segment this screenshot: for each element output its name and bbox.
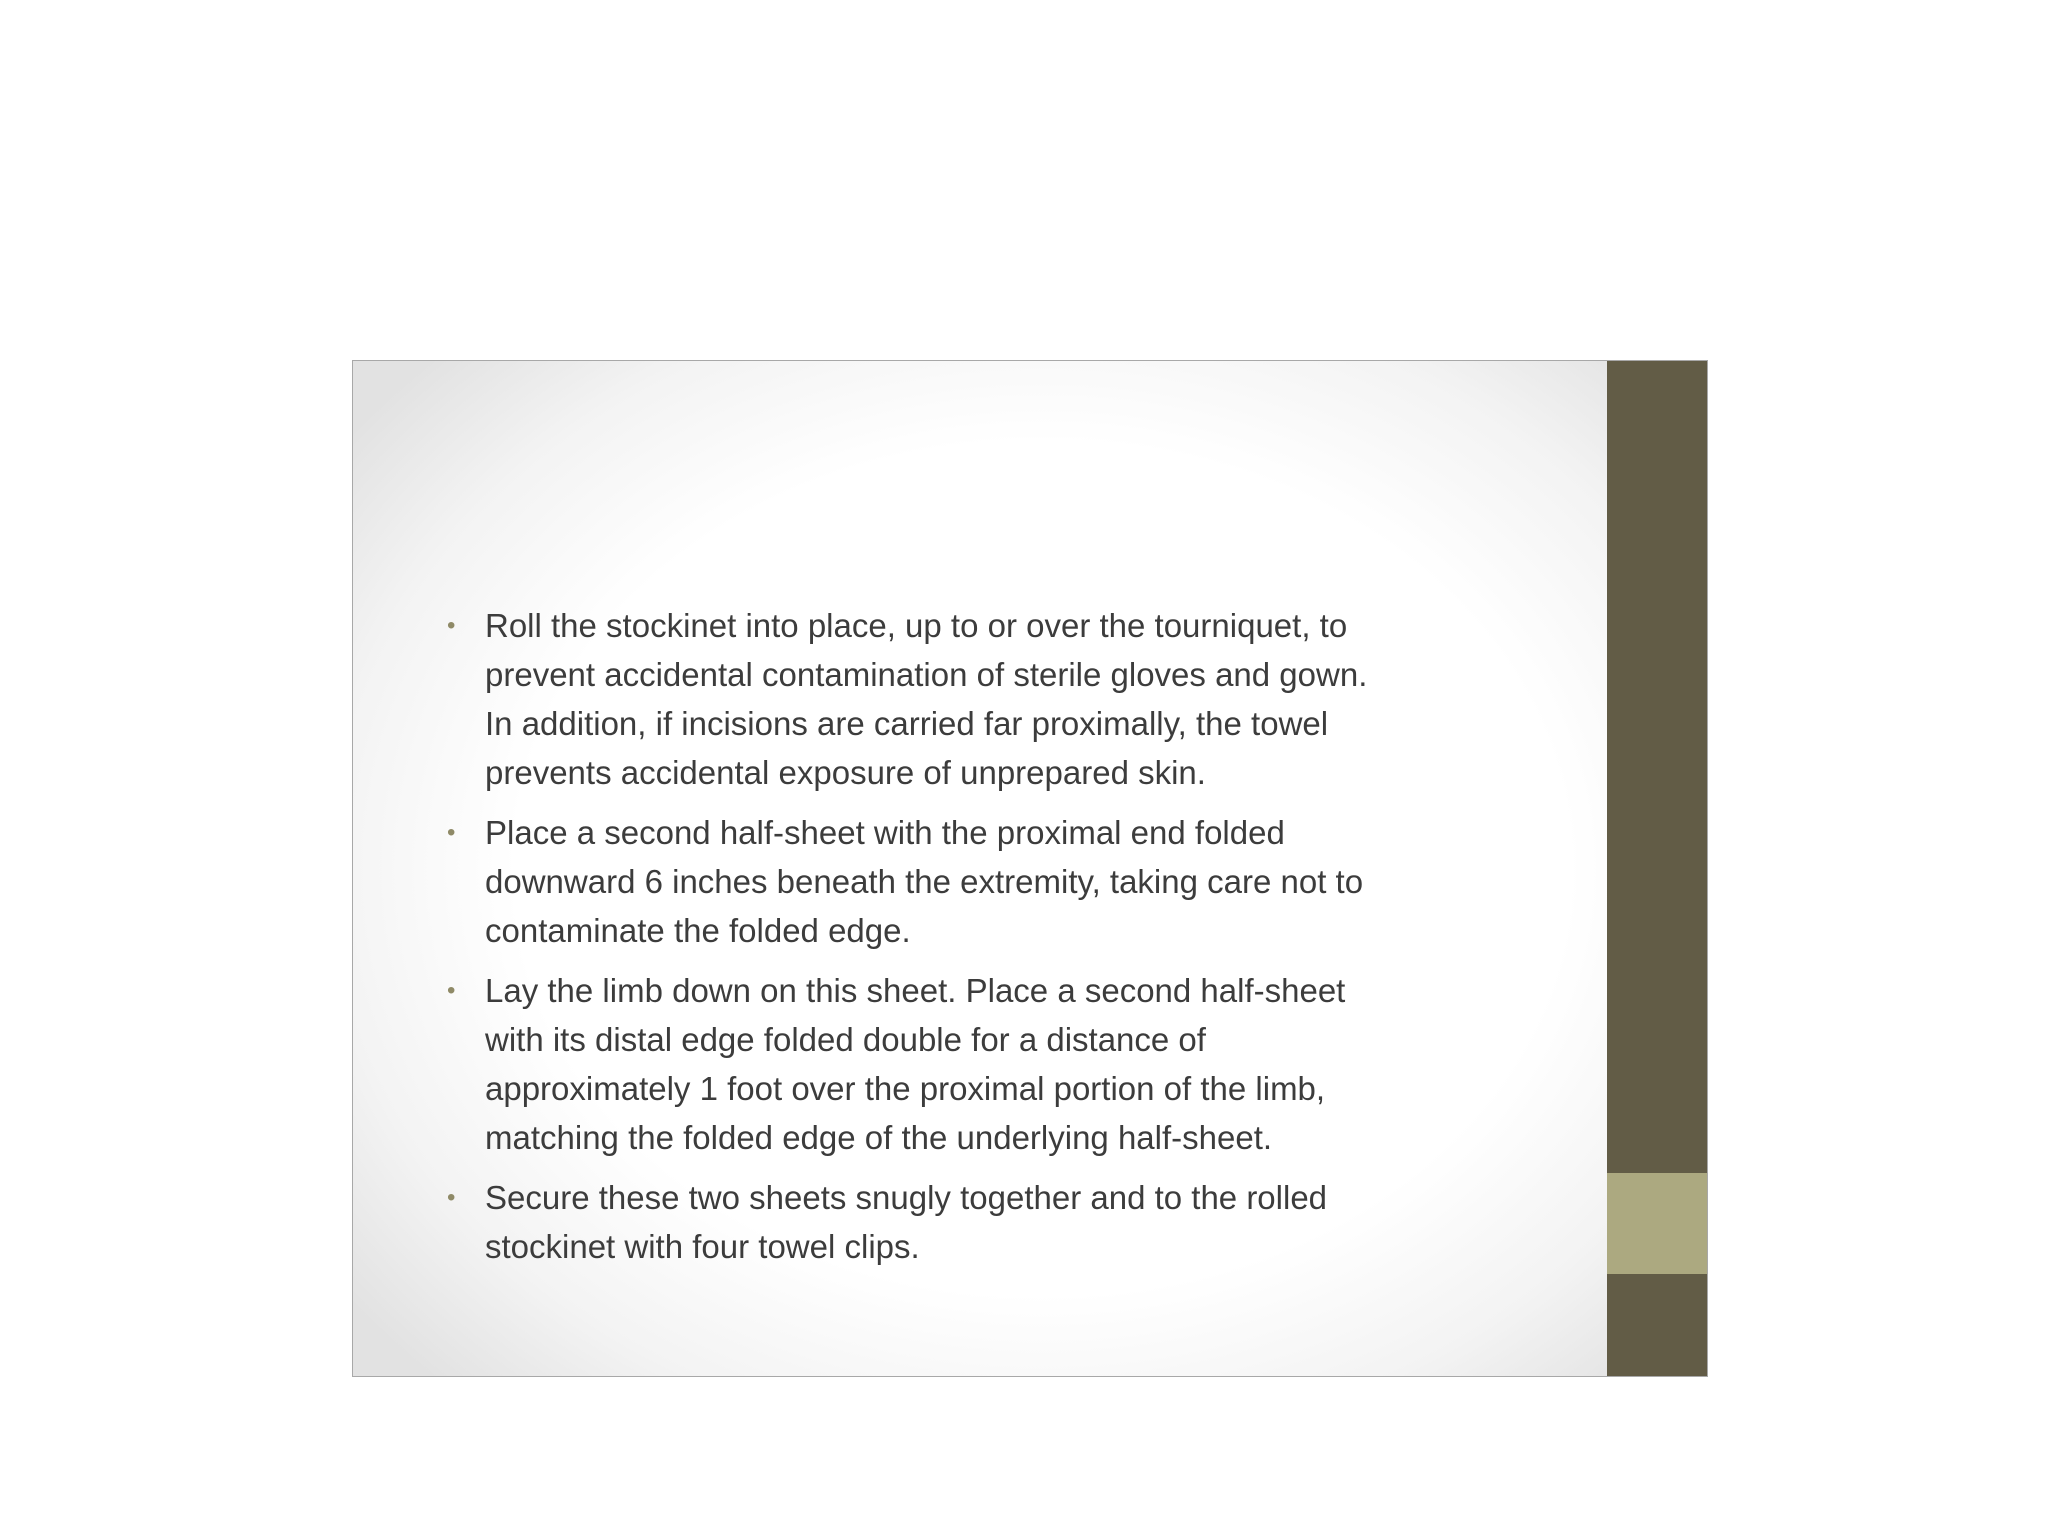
bullet-text: Place a second half-sheet with the proximal end folded downward 6 inches beneath the extremity, taking care not to contaminate the folded edge. [485, 814, 1364, 949]
slide [352, 360, 1708, 1377]
bullet-text: Secure these two sheets snugly together and to the rolled stockinet with four towel clips. [485, 1179, 1328, 1265]
decorative-sidebar-accent [1607, 1173, 1708, 1274]
bullet-list [447, 601, 1567, 1282]
bullet-text: Roll the stockinet into place, up to or over the tourniquet, to prevent accidental contamination of sterile gloves and gown. In addition, if incisions are carried far proximally, the towel prevents accidental exposure of unprepared skin. [485, 607, 1368, 791]
bullet-icon: • [447, 977, 456, 1004]
bullet-item [447, 966, 1567, 1162]
bullet-item [447, 601, 1567, 797]
bullet-item [447, 808, 1567, 955]
bullet-icon: • [447, 819, 456, 846]
bullet-icon: • [447, 612, 456, 639]
bullet-text: Lay the limb down on this sheet. Place a second half-sheet with its distal edge folded double for a distance of approximately 1 foot over the proximal portion of the limb, matching the folded edge of the underlying half-sheet. [485, 972, 1346, 1156]
slide-content-area [353, 361, 1607, 1376]
bullet-item [447, 1173, 1567, 1271]
bullet-icon: • [447, 1184, 456, 1211]
